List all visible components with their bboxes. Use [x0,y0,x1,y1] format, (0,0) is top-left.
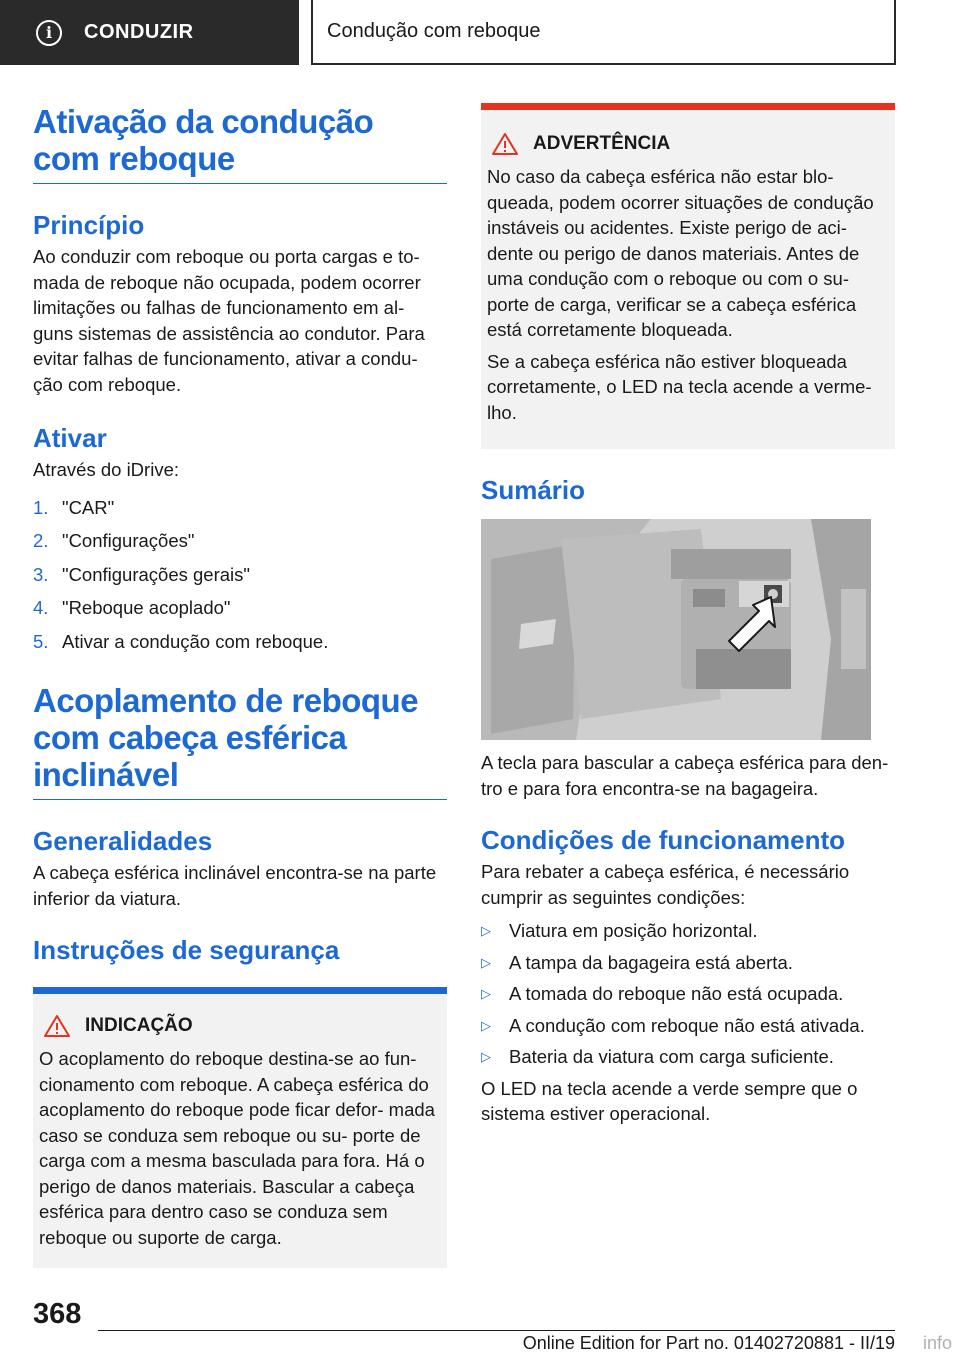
warning-text-2: Se a cabeça esférica não estiver bloqueada corretamente, o LED na tecla acende a verme‐ lho. [487,350,872,423]
step-item [33,595,447,621]
header-section-label: CONDUZIR [84,21,194,43]
page-number: 368 [33,1298,82,1330]
step-number: 5. [33,630,49,652]
conditions-list [481,918,895,1070]
footer-watermark: info [922,1333,952,1353]
warning-triangle-icon [491,132,519,156]
left-column [33,103,447,1268]
list-item-text: A condução com reboque não está ativada. [509,1014,865,1036]
header-chapter-box [311,0,896,65]
warning-text-1: No caso da cabeça esférica não estar blo‐ queada, podem ocorrer situações de condução instáveis ou acidentes. Existe perigo de aci‐ dente ou perigo de danos materiais. Antes de uma condução com o reboque ou com o su‐ porte de carga, verificar se a cabeça esférica está corretamente bloqueada. [487,166,874,340]
step-item [33,629,447,655]
general-heading: Generalidades [33,826,213,856]
step-text: "Reboque acoplado" [62,597,231,618]
summary-heading: Sumário [481,475,586,505]
notice-text: O acoplamento do reboque destina-se ao fun‐ cionamento com reboque. A cabeça esférica do acoplamento do reboque pode ficar defor‐ mada caso se conduza sem reboque ou su‐ porte de carga com a mesma basculada para fora. Há o perigo de danos materiais. Bascular a cabeça esférica para dentro caso se conduza sem reboque ou suporte de carga. [39,1048,435,1248]
principle-text: Ao conduzir com reboque ou porta cargas e to‐ mada de reboque não ocupada, podem ocorrer limitações ou falhas de funcionamento em al‐ guns sistemas de assistência ao condutor. Para evitar falhas de funcionamento, ativar a condu‐ ção com reboque. [33,246,425,395]
conditions-heading: Condições de funcionamento [481,825,846,855]
activation-title: Ativação da condução com reboque [33,103,447,184]
summary-caption: A tecla para bascular a cabeça esférica para den‐ tro e para fora encontra-se na bagageira. [481,752,889,799]
list-item-text: Bateria da viatura com carga suficiente. [509,1046,834,1067]
footer-divider [98,1330,895,1331]
conditions-intro: Para rebater a cabeça esférica, é necessário cumprir as seguintes condições: [481,861,850,908]
info-icon: i [36,20,62,46]
conditions-outro: O LED na tecla acende a verde sempre que o sistema estiver operacional. [481,1077,858,1124]
triangle-right-icon: ▷ [481,1049,491,1064]
general-text: A cabeça esférica inclinável encontra-se na parte inferior da viatura. [33,862,437,909]
step-item [33,528,447,554]
warning-title-row [487,132,887,156]
list-item-text: A tampa da bagageira está aberta. [509,951,793,973]
notice-title: INDICAÇÃO [85,1015,193,1036]
step-number: 2. [33,530,49,551]
step-number: 3. [33,563,49,585]
header-section-tab [0,0,299,65]
triangle-right-icon: ▷ [481,954,491,970]
list-item [481,1013,895,1039]
notice-box [33,987,447,1268]
warning-triangle-icon [43,1014,71,1038]
step-text: "Configurações" [62,530,195,551]
list-item-text: A tomada do reboque não está ocupada. [509,983,844,1004]
list-item [481,950,895,976]
list-item [481,1044,895,1070]
footer-edition: Online Edition for Part no. 01402720881 - II/19 [522,1333,895,1353]
activate-heading: Ativar [33,423,107,453]
coupling-title: Acoplamento de reboque com cabeça esférica inclinável [33,682,447,800]
step-item [33,495,447,521]
step-number: 4. [33,597,49,618]
luggage-compartment-photo [481,519,871,740]
principle-heading: Princípio [33,210,145,240]
step-text: "CAR" [62,496,115,518]
activate-intro: Através do iDrive: [33,459,179,480]
activate-steps [33,495,447,655]
triangle-right-icon: ▷ [481,923,491,938]
header-chapter-title: Condução com reboque [327,20,541,42]
list-item [481,918,895,944]
triangle-right-icon: ▷ [481,1017,491,1033]
notice-title-row [39,1014,439,1038]
triangle-right-icon: ▷ [481,986,491,1001]
warning-box [481,103,895,449]
step-text: Ativar a condução com reboque. [62,630,329,652]
step-item [33,562,447,588]
list-item-text: Viatura em posição horizontal. [509,920,758,941]
list-item [481,981,895,1007]
right-column [481,103,895,1127]
warning-title: ADVERTÊNCIA [533,133,671,154]
step-number: 1. [33,496,49,518]
safety-heading: Instruções de segurança [33,935,340,965]
step-text: "Configurações gerais" [62,563,250,585]
